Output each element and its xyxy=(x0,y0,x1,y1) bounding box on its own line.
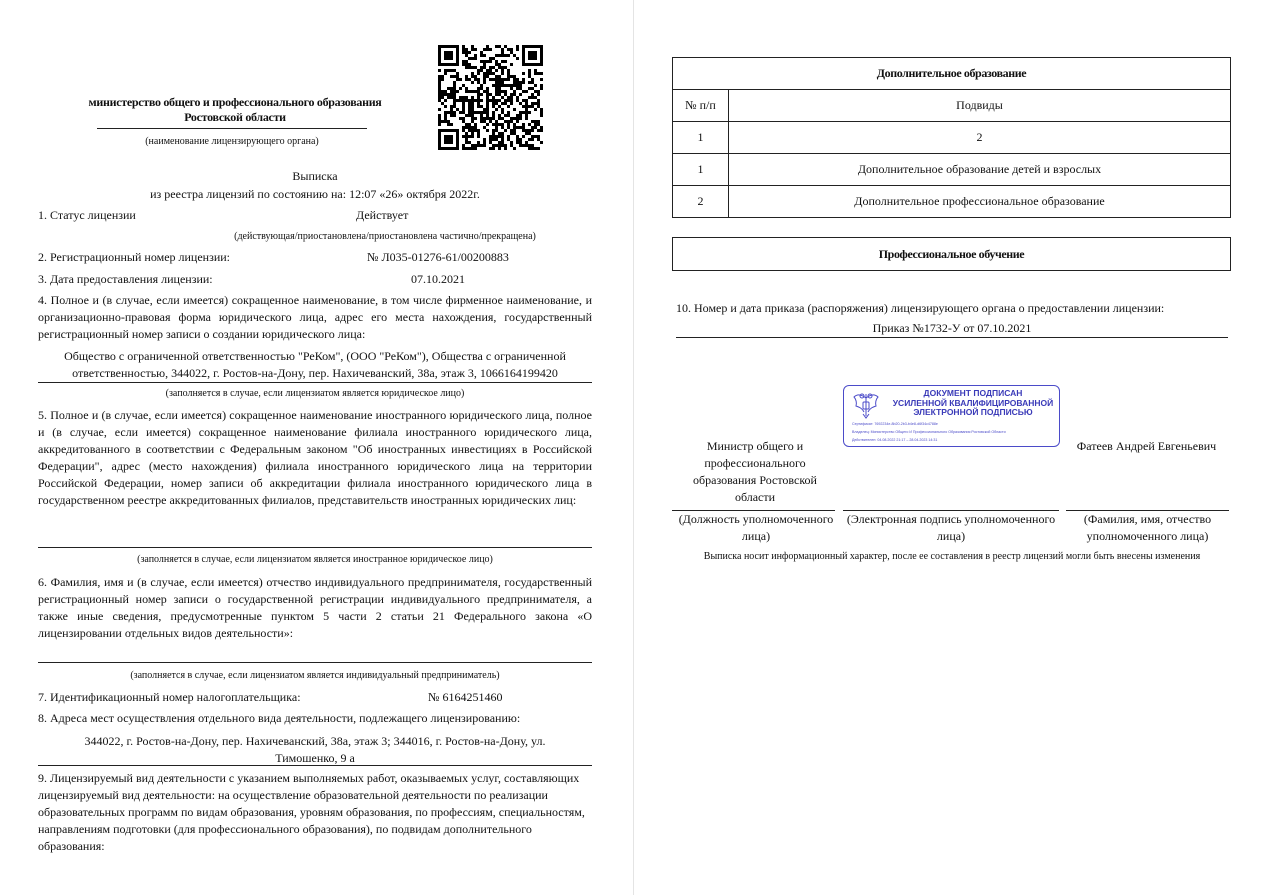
row-number: 1 xyxy=(673,154,729,186)
column-number-header: № п/п xyxy=(673,90,729,122)
signature-caption: (Электронная подпись уполномоченного лица) xyxy=(846,512,1056,543)
reg-number-label: 2. Регистрационный номер лицензии: xyxy=(38,250,231,264)
stamp-validity: Действителен: 04.08.2022 21:17 – 28.04.2023 14:31 xyxy=(852,438,938,442)
row-subtype: Дополнительное профессиональное образование xyxy=(729,186,1231,218)
item-5-caption: (заполняется в случае, если лицензиатом является иностранное юридическое лицо) xyxy=(137,554,493,565)
org-name-line-2: ответственностью, 344022, г. Ростов-на-Дону, пер. Нахичеванский, 38а, этаж 3, 1066164199420 xyxy=(72,366,558,380)
qr-code xyxy=(438,45,543,150)
ministry-name xyxy=(40,95,430,125)
address-line-2: Тимошенко, 9 а xyxy=(275,751,355,765)
issue-date-value: 07.10.2021 xyxy=(411,272,465,286)
table-row xyxy=(673,186,1231,218)
item-6-underline xyxy=(38,662,592,663)
address-value xyxy=(38,733,592,767)
item-10-text: 10. Номер и дата приказа (распоряжения) лицензирующего органа о предоставлении лицензии: xyxy=(676,301,1165,315)
address-label: 8. Адреса мест осуществления отдельного вида деятельности, подлежащего лицензированию: xyxy=(38,711,521,725)
order-underline xyxy=(676,337,1228,338)
inn-label: 7. Идентификационный номер налогоплательщика: xyxy=(38,690,301,704)
row-number: 2 xyxy=(673,186,729,218)
document-subtitle: из реестра лицензий по состоянию на: 12:07 «26» октября 2022г. xyxy=(150,187,480,201)
position-caption: (Должность уполномоченного лица) xyxy=(678,512,834,543)
status-label: 1. Статус лицензии xyxy=(38,208,136,222)
item-5-underline xyxy=(38,547,592,548)
additional-education-title: Дополнительное образование xyxy=(673,58,1231,90)
coat-of-arms-icon xyxy=(850,390,882,420)
column-subtype-header: Подвиды xyxy=(729,90,1231,122)
name-caption: (Фамилия, имя, отчество уполномоченного лица) xyxy=(1083,512,1212,543)
item-6-caption: (заполняется в случае, если лицензиатом является индивидуальный предприниматель) xyxy=(130,670,500,681)
item-5-text: 5. Полное и (в случае, если имеется) сокращенное наименование иностранного юридического лица, полное и (в случае, если имеется) сокращенное наименование филиала иностранного юридического лица, аккредитованного в соответствии с Федеральным законом "Об иностранных инвестициях в Российской Федерации", адрес (место нахождения) филиала иностранного юридического лица на территории Российской Федерации, номер записи об аккредитации филиала иностранного юридического лица в государственном реестре аккредитованных филиалов, представительств иностранных юридических лиц: xyxy=(38,408,592,507)
address-line-1: 344022, г. Ростов-на-Дону, пер. Нахичеванский, 38а, этаж 3; 344016, г. Ростов-на-Дону, ул. xyxy=(84,734,546,748)
electronic-signature-stamp xyxy=(843,385,1060,447)
org-name-line-1: Общество с ограниченной ответственностью "РеКом", (ООО "РеКом"), Общества с ограниченной xyxy=(64,349,566,363)
item-9-text: 9. Лицензируемый вид деятельности с указанием выполняемых работ, оказываемых услуг, составляющих лицензируемый вид деятельности: на осуществление образовательной деятельности по реализации образовательных программ по видам образования, уровням образования, по профессиям, специальностям, направлениям подготовки (для профессионального образования), по подвидам дополнительного образования: xyxy=(38,771,585,853)
professional-training-table xyxy=(672,237,1231,271)
org-caption: (заполняется в случае, если лицензиатом является юридическое лицо) xyxy=(165,388,465,399)
issue-date-label: 3. Дата предоставления лицензии: xyxy=(38,272,213,286)
item-4-text: 4. Полное и (в случае, если имеется) сокращенное наименование, в том числе фирменное наименование, и организационно-правовая форма юридического лица, адрес его места нахождения, государственный регистрационный номер записи о создании юридического лица: xyxy=(38,293,592,341)
inn-value: № 6164251460 xyxy=(428,690,503,704)
signer-name: Фатеев Андрей Евгеньевич xyxy=(1076,439,1217,453)
column-index-2: 2 xyxy=(729,122,1231,154)
footnote: Выписка носит информационный характер, после ее составления в реестр лицензий могли быть внесены изменения xyxy=(703,551,1201,562)
ministry-underline xyxy=(97,128,367,129)
ministry-caption: (наименование лицензирующего органа) xyxy=(145,136,319,147)
stamp-line-2: УСИЛЕННОЙ КВАЛИФИЦИРОВАННОЙ xyxy=(892,397,1054,408)
address-underline xyxy=(38,765,592,766)
status-value: Действует xyxy=(356,208,409,222)
item-6-text: 6. Фамилия, имя и (в случае, если имеется) отчество индивидуального предпринимателя, государственный регистрационный номер записи о государственной регистрации индивидуального предпринимателя, а также иные сведения, предусмотренные пунктом 5 части 2 статьи 21 Федерального закона «О лицензировании отдельных видов деятельности»: xyxy=(38,575,592,640)
stamp-line-1: ДОКУМЕНТ ПОДПИСАН xyxy=(923,388,1023,398)
stamp-title xyxy=(889,389,1057,418)
signer-position: Министр общего и профессионального образования Ростовской области xyxy=(693,439,817,504)
ministry-line-2: Ростовской области xyxy=(184,110,286,124)
status-caption: (действующая/приостановлена/приостановлена частично/прекращена) xyxy=(234,231,536,242)
table-row xyxy=(673,154,1231,186)
stamp-certificate: Сертификат: 7692234e-8b20-2b3-b4e8-d6f34c4788e xyxy=(852,422,938,426)
stamp-owner: Владелец: Министерство Общего И Профессионального Образования Ростовской Области xyxy=(852,430,1006,434)
stamp-line-3: ЭЛЕКТРОННОЙ ПОДПИСЬЮ xyxy=(913,407,1033,417)
org-underline xyxy=(38,382,592,383)
additional-education-table xyxy=(672,57,1231,218)
professional-training-title: Профессиональное обучение xyxy=(673,238,1231,271)
reg-number-value: № Л035-01276-61/00200883 xyxy=(367,250,509,264)
order-value: Приказ №1732-У от 07.10.2021 xyxy=(872,321,1032,335)
row-subtype: Дополнительное образование детей и взрослых xyxy=(729,154,1231,186)
column-index-1: 1 xyxy=(673,122,729,154)
ministry-line-1: министерство общего и профессионального образования xyxy=(88,95,382,109)
org-name xyxy=(38,348,592,382)
page-separator xyxy=(633,0,634,895)
document-title: Выписка xyxy=(292,169,338,183)
